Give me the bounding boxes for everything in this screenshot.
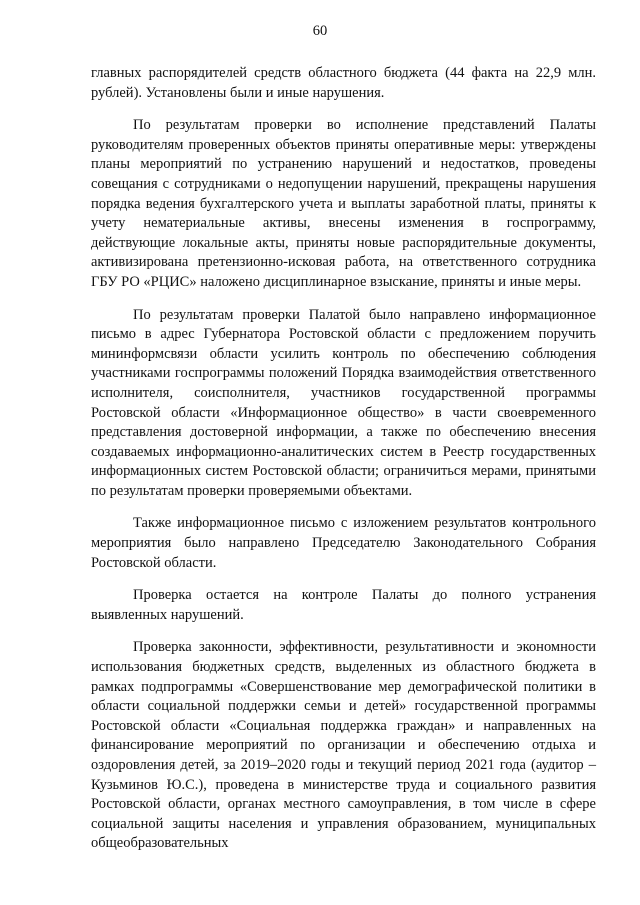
paragraph-continuation: главных распорядителей средств областного бюджета (44 факта на 22,9 млн. рублей). Установлены были и иные нарушения. bbox=[91, 65, 596, 101]
body-text bbox=[91, 64, 596, 854]
paragraph-control-status: Проверка остается на контроле Палаты до полного устранения выявленных нарушений. bbox=[91, 587, 596, 623]
paragraph-letter-to-governor: По результатам проверки Палатой было направлено информационное письмо в адрес Губернатора Ростовской области с предложением поручить мининформсвязи области усилить контроль по обеспечению соблюдения участниками госпрограммы положений Порядка взаимодействия ответственного исполнителя, соисполнителя, участников государственной программы Ростовской области «Информационное общество» в части своевременного представления достоверной информации, а также по обеспечению внесения создаваемых информационно-аналитических систем в Реестр государственных информационных систем Ростовской области; ограничиться мерами, принятыми по результатам проверки проверяемыми объектами. bbox=[91, 306, 596, 499]
paragraph-audit-description: Проверка законности, эффективности, результативности и экономности использования бюджетных средств, выделенных из областного бюджета в рамках подпрограммы «Совершенствование мер демографической политики в области социальной поддержки семьи и детей» государственной программы Ростовской области «Социальная поддержка граждан» и направленных на финансирование мероприятий по организации и обеспечению отдыха и оздоровления детей, за 2019–2020 годы и текущий период 2021 года (аудитор – Кузьминов Ю.С.), проведена в министерстве труда и социального развития Ростовской области, органах местного самоуправления, в том числе в сфере социальной защиты населения и управления образованием, муниципальных общеобразовательных bbox=[91, 639, 596, 852]
paragraph-measures-taken: По результатам проверки во исполнение представлений Палаты руководителям проверенных объектов приняты оперативные меры: утверждены планы мероприятий по устранению нарушений и недостатков, проведены совещания с сотрудниками о недопущении нарушений, прекращены нарушения порядка ведения бухгалтерского учета и выплаты заработной платы, приняты к учету нематериальные активы, внесены изменения в госпрограмму, действующие локальные акты, приняты новые распорядительные документы, активизирована претензионно-исковая работа, на ответственного сотрудника ГБУ РО «РЦИС» наложено дисциплинарное взыскание, приняты и иные меры. bbox=[91, 117, 596, 290]
paragraph-letter-to-chairman: Также информационное письмо с изложением результатов контрольного мероприятия было направлено Председателю Законодательного Собрания Ростовской области. bbox=[91, 515, 596, 571]
page-number: 60 bbox=[312, 23, 328, 39]
